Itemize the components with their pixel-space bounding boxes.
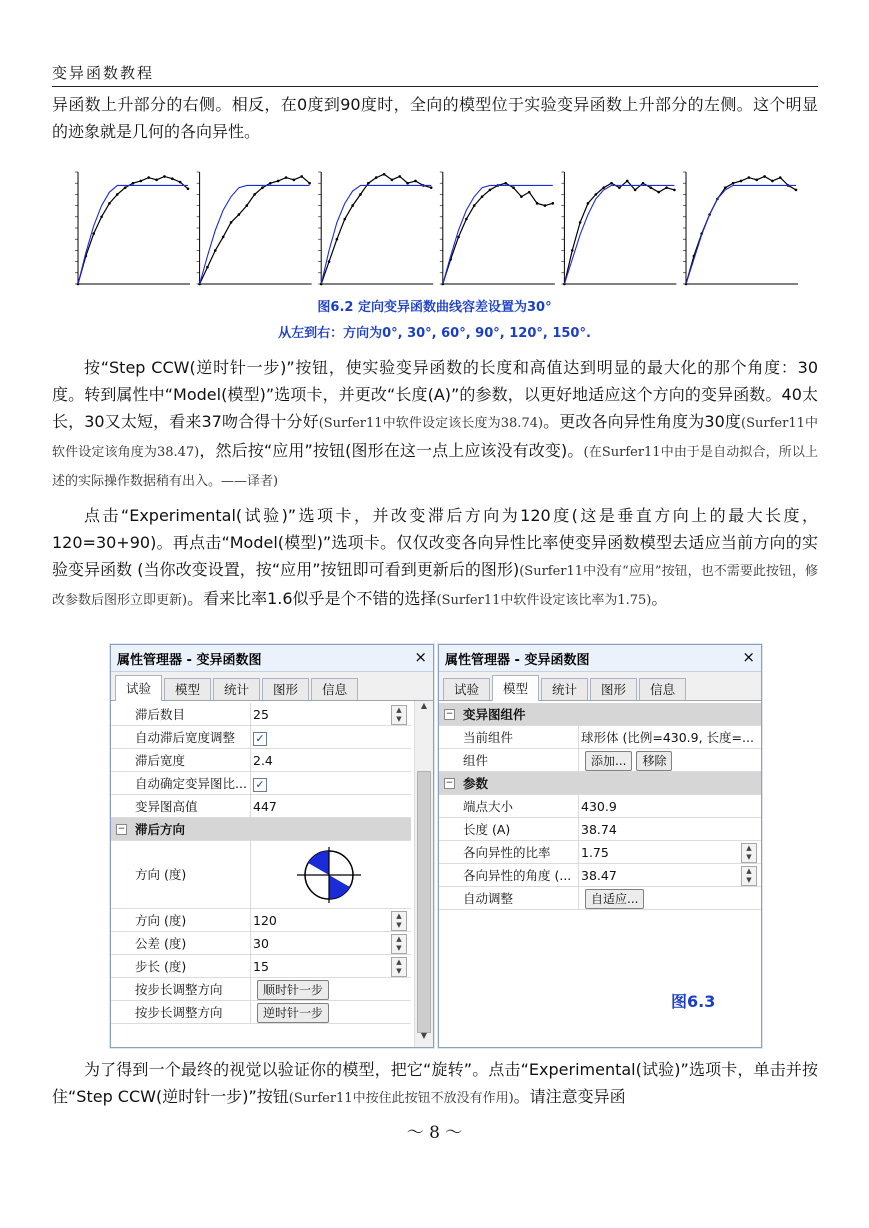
paragraph-1: 异函数上升部分的右侧。相反，在0度到90度时，全向的模型位于实验变异函数上升部分的左侧。这个明显的迹象就是几何的各向异性。	[52, 95, 818, 141]
panel-title	[439, 645, 761, 672]
tab-experimental[interactable]: 试验	[115, 675, 162, 701]
chart-axes	[78, 172, 190, 284]
panel-title-text: 属性管理器 - 变异函数图	[117, 652, 262, 668]
p2-note-d: (Surfer11中软件设定该角度为38.47)	[52, 416, 818, 460]
step-input[interactable]: 15	[253, 958, 269, 974]
prop-label: 滞后数目	[133, 703, 251, 726]
experimental-point	[328, 260, 331, 263]
p2-note-a: (Surfer11中软件设定该长度为38.74)	[318, 416, 544, 431]
experimental-point	[100, 216, 103, 219]
p3-text-e: 。	[651, 589, 668, 608]
checkbox-auto-lag-width[interactable]: ✓	[253, 732, 267, 746]
p3-text-a: 点击“Experimental(试验)”选项卡，并改变滞后方向为120度(这是垂直方向上的最大长度，120=30+90)。再点击“Model(模型)”选项卡。仅仅改变各向异性比率使变异函数模型去适应当前方向的实验变异函数 (当你改变设置，按“应用”按钮即可看到更新后的图形)	[52, 506, 818, 579]
row-lag-count	[111, 703, 411, 726]
prop-label: 按步长调整方向	[133, 1001, 251, 1024]
prop-label: 端点大小	[461, 795, 579, 818]
row-sill	[439, 795, 761, 818]
experimental-series-line	[78, 176, 188, 284]
experimental-point	[187, 188, 190, 191]
experimental-point	[642, 182, 645, 185]
experimental-point	[544, 204, 547, 207]
row-auto-lag-width	[111, 726, 411, 749]
spin-icon[interactable]: ▲ ▼	[741, 866, 757, 886]
collapse-icon[interactable]: −	[445, 778, 454, 788]
experimental-point	[504, 182, 507, 185]
experimental-point	[269, 182, 272, 185]
prop-label: 各向异性的角度 (...	[461, 864, 579, 887]
experimental-point	[336, 238, 339, 241]
row-anisotropy-angle	[439, 864, 761, 887]
experimental-point	[391, 179, 394, 182]
row-current-component	[439, 726, 761, 749]
header-rule	[52, 86, 818, 87]
experimental-point	[602, 186, 605, 189]
experimental-point	[261, 186, 264, 189]
experimental-point	[457, 236, 460, 239]
experimental-point	[206, 266, 209, 269]
figure-6-3-label: 图6.3	[671, 992, 716, 1011]
prop-label: 步长 (度)	[133, 955, 251, 978]
variogram-chart	[683, 172, 798, 285]
spin-icon[interactable]: ▲ ▼	[391, 957, 407, 977]
experimental-point	[795, 189, 798, 192]
tab-model[interactable]: 模型	[164, 678, 211, 700]
prop-label: 按步长调整方向	[133, 978, 251, 1001]
max-value-input[interactable]: 447	[253, 798, 277, 814]
experimental-point	[383, 173, 386, 176]
row-direction	[111, 909, 411, 932]
row-anisotropy-ratio	[439, 841, 761, 864]
experimental-point	[536, 202, 539, 205]
left-property-manager	[110, 644, 434, 1048]
tab-statistics[interactable]: 统计	[541, 678, 588, 700]
experimental-point	[343, 218, 346, 221]
experimental-point	[571, 249, 574, 252]
collapse-icon[interactable]: −	[117, 824, 126, 834]
step-cw-button[interactable]: 顺时针一步	[257, 980, 329, 1000]
close-icon[interactable]: ×	[742, 648, 755, 666]
p4-note-b: (Surfer11中按住此按钮不放没有作用)	[288, 1091, 514, 1106]
p3-note-d: (Surfer11中软件设定该比率为1.75)	[436, 593, 652, 608]
category-variogram-components[interactable]	[439, 703, 761, 726]
experimental-point	[650, 186, 653, 189]
experimental-series-line	[443, 183, 553, 284]
tab-plot[interactable]: 图形	[262, 678, 309, 700]
experimental-point	[155, 179, 158, 182]
experimental-point	[489, 189, 492, 192]
figure-6-2-subcaption: 从左到右：方向为0°, 30°, 60°, 90°, 120°, 150°.	[278, 326, 591, 341]
experimental-series-line	[686, 176, 796, 284]
direction-input[interactable]: 120	[253, 912, 277, 928]
row-step-cw	[111, 978, 411, 1001]
p4-text-a: 为了得到一个最终的视觉以验证你的模型，把它“旋转”。点击“Experimental(试验)”选项卡，单击并按住“Step CCW(逆时针一步)”按钮	[52, 1060, 818, 1106]
experimental-point	[779, 176, 782, 179]
experimental-point	[238, 213, 241, 216]
experimental-point	[406, 182, 409, 185]
prop-label: 当前组件	[461, 726, 579, 749]
prop-label: 各向异性的比率	[461, 841, 579, 864]
experimental-point	[610, 182, 613, 185]
experimental-series-line	[321, 174, 431, 284]
tab-statistics[interactable]: 统计	[213, 678, 260, 700]
current-component-select[interactable]: 球形体 (比例=430.9, 长度=...	[581, 729, 754, 745]
category-lag-direction[interactable]	[111, 818, 411, 841]
experimental-point	[724, 186, 727, 189]
tab-bar	[439, 672, 761, 701]
experimental-point	[179, 181, 182, 184]
running-header: 变异函数教程	[52, 64, 155, 82]
experimental-point	[595, 193, 598, 196]
row-length	[439, 818, 761, 841]
chart-axes	[564, 172, 676, 284]
row-components	[439, 749, 761, 772]
experimental-point	[398, 175, 401, 178]
experimental-point	[367, 182, 370, 185]
experimental-point	[740, 180, 743, 183]
prop-label: 公差 (度)	[133, 932, 251, 955]
experimental-point	[277, 180, 280, 183]
experimental-point	[171, 177, 174, 180]
variogram-chart	[75, 172, 190, 285]
row-tolerance	[111, 932, 411, 955]
experimental-point	[253, 193, 256, 196]
figure-6-2-caption: 图6.2 定向变异函数曲线容差设置为30°	[317, 300, 552, 315]
panel-title	[111, 645, 433, 672]
tab-info[interactable]: 信息	[639, 678, 686, 700]
row-direction-dial	[111, 841, 411, 909]
experimental-point	[414, 180, 417, 183]
scroll-up-icon[interactable]: ▲	[420, 701, 428, 710]
category-label: 参数	[463, 775, 489, 791]
paragraph-3	[52, 502, 818, 614]
experimental-point	[579, 221, 582, 224]
experimental-point	[465, 218, 468, 221]
experimental-point	[634, 189, 637, 192]
direction-dial-icon[interactable]	[289, 845, 369, 905]
spin-icon[interactable]: ▲ ▼	[741, 843, 757, 863]
experimental-point	[308, 182, 311, 185]
chart-axes	[686, 172, 798, 284]
row-lag-width	[111, 749, 411, 772]
p3-note-b: (Surfer11中没有“应用”按钮，也不需要此按钮，修改参数后图形立即更新)	[52, 564, 818, 608]
experimental-series-line	[200, 176, 310, 284]
category-parameters[interactable]	[439, 772, 761, 795]
variogram-chart	[561, 172, 676, 285]
spin-icon[interactable]: ▲ ▼	[391, 705, 407, 725]
p3-text-c: 。看来比率1.6似乎是个不错的选择	[187, 589, 437, 608]
experimental-point	[245, 204, 248, 207]
row-step-ccw	[111, 1001, 411, 1024]
lag-width-input[interactable]: 2.4	[253, 752, 273, 768]
variogram-chart	[197, 172, 312, 285]
row-max-value	[111, 795, 411, 818]
experimental-point	[748, 176, 751, 179]
model-series-line	[200, 185, 310, 284]
chart-axes	[321, 172, 433, 284]
tab-model[interactable]: 模型	[492, 675, 539, 701]
tab-info[interactable]: 信息	[311, 678, 358, 700]
anisotropy-angle-input[interactable]: 38.47	[581, 867, 617, 883]
row-auto-scale	[111, 772, 411, 795]
add-component-button[interactable]: 添加...	[585, 751, 632, 771]
scroll-down-icon[interactable]: ▼	[420, 1031, 428, 1040]
experimental-point	[473, 204, 476, 207]
tab-plot[interactable]: 图形	[590, 678, 637, 700]
checkbox-auto-scale[interactable]: ✓	[253, 778, 267, 792]
model-series-line	[686, 185, 796, 284]
experimental-point	[124, 186, 127, 189]
experimental-point	[132, 182, 135, 185]
experimental-point	[351, 204, 354, 207]
auto-fit-button[interactable]: 自适应...	[585, 889, 644, 909]
spin-icon[interactable]: ▲ ▼	[391, 911, 407, 931]
variogram-charts	[72, 160, 798, 300]
prop-label: 长度 (A)	[461, 818, 579, 841]
remove-component-button[interactable]: 移除	[636, 751, 672, 771]
experimental-point	[512, 186, 515, 189]
experimental-point	[587, 202, 590, 205]
experimental-point	[732, 182, 735, 185]
scrollbar[interactable]	[414, 701, 433, 1047]
prop-label: 自动确定变异图比...	[133, 772, 251, 795]
experimental-point	[481, 195, 484, 198]
step-ccw-button[interactable]: 逆时针一步	[257, 1003, 329, 1023]
experimental-point	[147, 176, 150, 179]
variogram-chart	[318, 172, 433, 285]
tab-bar	[111, 672, 433, 701]
lag-count-input[interactable]: 25	[253, 706, 269, 722]
prop-label: 自动调整	[461, 887, 579, 910]
tolerance-input[interactable]: 30	[253, 935, 269, 951]
experimental-point	[92, 232, 95, 235]
prop-label: 滞后宽度	[133, 749, 251, 772]
p2-text-c: 。更改各向异性角度为30度	[543, 412, 742, 431]
right-property-manager	[438, 644, 762, 1048]
experimental-point	[430, 186, 433, 189]
experimental-point	[375, 176, 378, 179]
length-input[interactable]: 38.74	[581, 821, 617, 837]
experimental-point	[285, 176, 288, 179]
experimental-point	[108, 202, 111, 205]
anisotropy-ratio-input[interactable]: 1.75	[581, 844, 609, 860]
p2-note-f: (在Surfer11中由于是自动拟合，所以上述的实际操作数据稍有出入。——译者)	[52, 445, 818, 489]
experimental-point	[359, 193, 362, 196]
experimental-point	[626, 180, 629, 183]
experimental-point	[214, 249, 217, 252]
paragraph-4	[52, 1056, 818, 1112]
paragraph-2	[52, 354, 818, 495]
experimental-point	[230, 221, 233, 224]
experimental-point	[673, 189, 676, 192]
experimental-point	[552, 202, 555, 205]
category-label: 变异图组件	[463, 706, 526, 722]
experimental-point	[293, 179, 296, 182]
figure-6-2	[72, 160, 798, 300]
collapse-icon[interactable]: −	[445, 709, 454, 719]
p2-text-a: 按“Step CCW(逆时针一步)”按钮，使实验变异函数的长度和高值达到明显的最大化的那个角度：30度。转到属性中“Model(模型)”选项卡，并更改“长度(A)”的参数，以更好地适应这个方向的变异函数。40太长，30又太短，看来37吻合得十分好	[52, 358, 818, 431]
experimental-point	[116, 193, 119, 196]
category-label: 滞后方向	[135, 821, 186, 837]
experimental-point	[657, 191, 660, 194]
variogram-chart	[440, 172, 555, 285]
experimental-point	[665, 186, 668, 189]
model-series-line	[321, 185, 431, 284]
sill-input[interactable]: 430.9	[581, 798, 617, 814]
model-series-line	[78, 185, 188, 284]
prop-label: 自动滞后宽度调整	[133, 726, 251, 749]
row-auto-fit	[439, 887, 761, 910]
close-icon[interactable]: ×	[414, 648, 427, 666]
experimental-point	[520, 195, 523, 198]
row-step	[111, 955, 411, 978]
p4-text-c: 。请注意变异函	[513, 1087, 626, 1106]
spin-icon[interactable]: ▲ ▼	[391, 934, 407, 954]
experimental-point	[763, 175, 766, 178]
model-series-line	[564, 185, 674, 284]
experimental-point	[163, 175, 166, 178]
prop-label: 方向 (度)	[133, 841, 251, 909]
page-number: ～ 8 ～	[406, 1123, 463, 1143]
prop-label: 变异图高值	[133, 795, 251, 818]
prop-label: 组件	[461, 749, 579, 772]
experimental-point	[755, 179, 758, 182]
tab-experimental[interactable]: 试验	[443, 678, 490, 700]
experimental-point	[222, 236, 225, 239]
panel-title-text: 属性管理器 - 变异函数图	[445, 652, 590, 668]
p2-text-e: ，然后按“应用”按钮(图形在这一点上应该没有改变)。	[199, 441, 584, 460]
experimental-point	[771, 180, 774, 183]
prop-label: 方向 (度)	[133, 909, 251, 932]
experimental-point	[300, 175, 303, 178]
experimental-point	[618, 186, 621, 189]
scroll-thumb[interactable]	[417, 771, 431, 1033]
experimental-point	[528, 191, 531, 194]
experimental-point	[140, 180, 143, 183]
